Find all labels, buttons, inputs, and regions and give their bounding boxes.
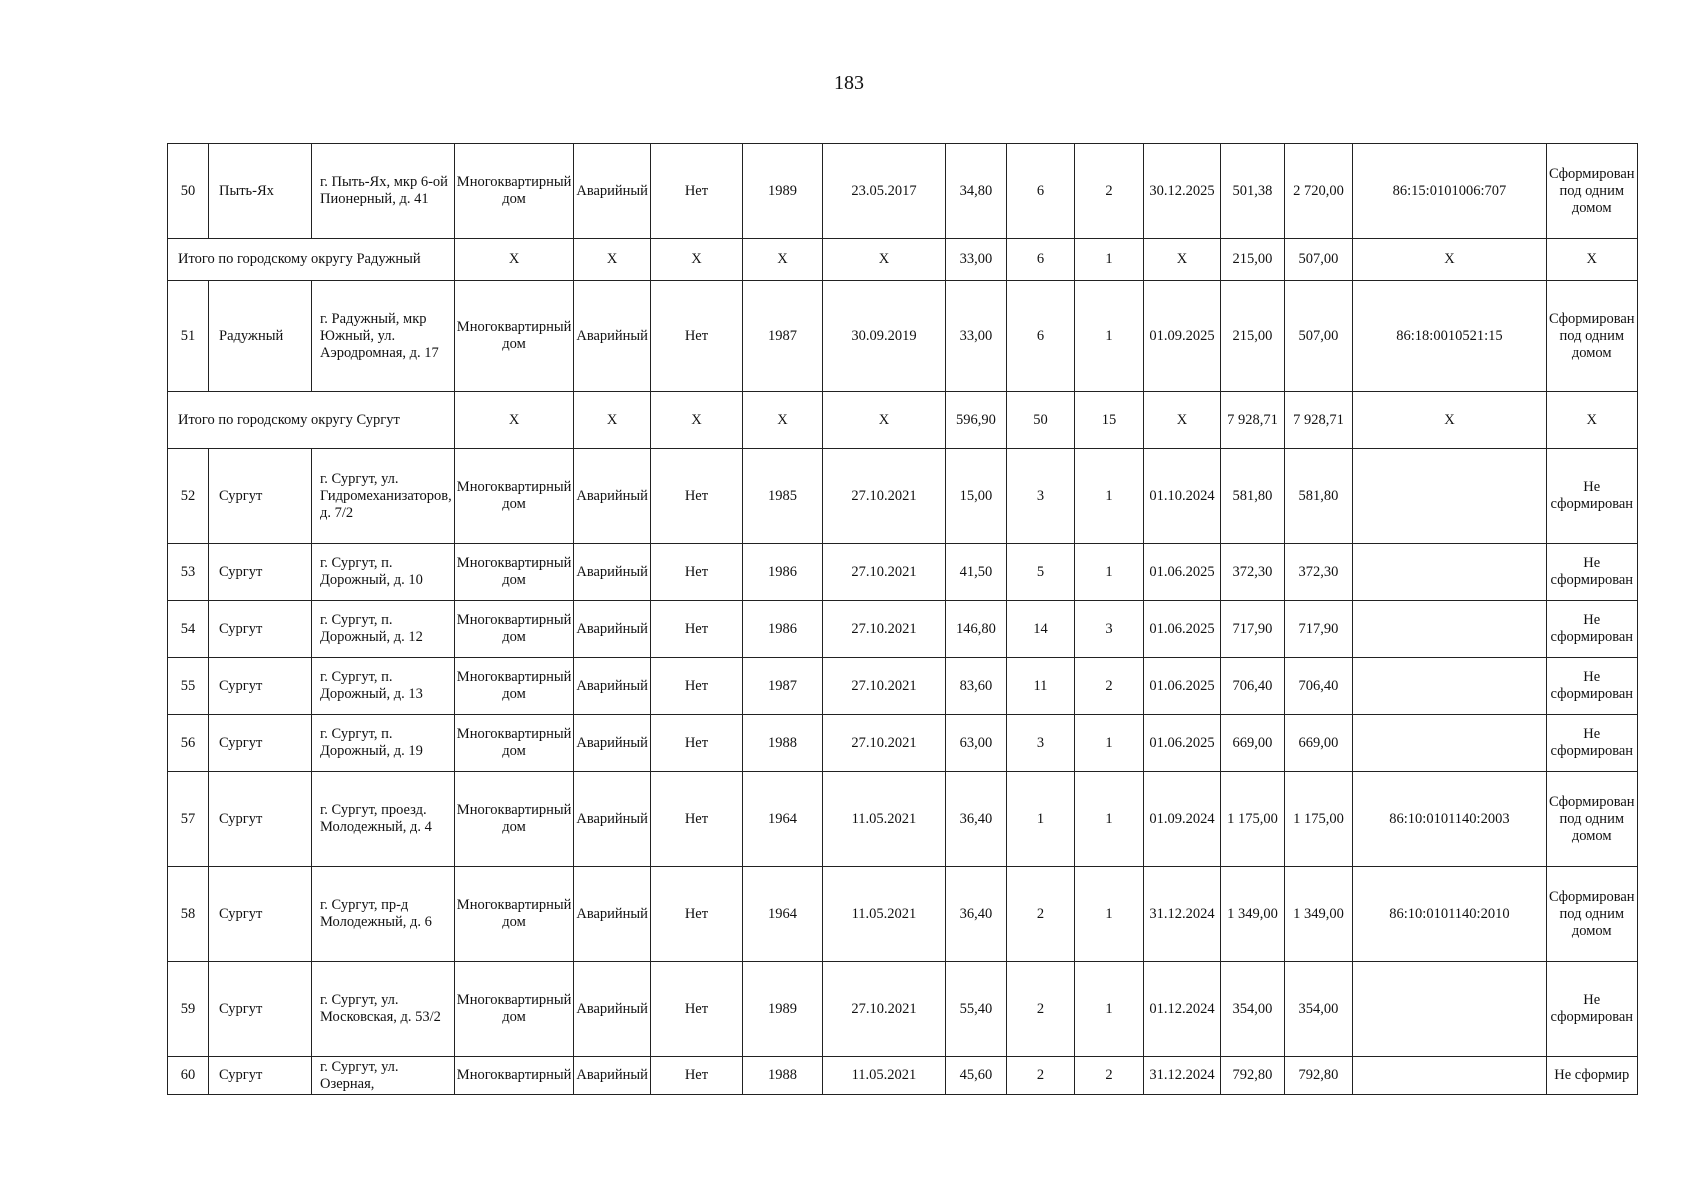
resettle-area: 507,00 [1284,239,1352,281]
total-area: 215,00 [1220,281,1284,392]
build-year: 1988 [742,1057,822,1095]
flag: Нет [650,544,742,601]
build-year: 1985 [742,449,822,544]
flag: Нет [650,601,742,658]
residents: 1 [1006,772,1074,867]
land-status: X [1546,392,1637,449]
cadastral-number [1352,601,1546,658]
row-number: 52 [168,449,209,544]
resettle-area: 1 175,00 [1284,772,1352,867]
total-area: 792,80 [1220,1057,1284,1095]
address: г. Сургут, п. Дорожный, д. 10 [312,544,455,601]
building-type: Многоквартирный дом [454,962,574,1057]
flag: Нет [650,658,742,715]
row-number: 51 [168,281,209,392]
flag: X [650,239,742,281]
decision-date: 11.05.2021 [822,867,945,962]
flag: Нет [650,867,742,962]
apartments: 2 [1074,1057,1143,1095]
total-area: 717,90 [1220,601,1284,658]
deadline: X [1143,392,1220,449]
municipality-name: Радужный [209,281,312,392]
decision-date: 11.05.2021 [822,1057,945,1095]
resettle-area: 669,00 [1284,715,1352,772]
land-status: X [1546,239,1637,281]
row-number: 54 [168,601,209,658]
area: 146,80 [945,601,1006,658]
resettle-area: 581,80 [1284,449,1352,544]
apartments: 2 [1074,658,1143,715]
cadastral-number: 86:10:0101140:2010 [1352,867,1546,962]
condition: Аварийный [574,144,651,239]
deadline: 01.09.2024 [1143,772,1220,867]
row-number: 59 [168,962,209,1057]
table-row [168,658,1638,715]
table-row [168,715,1638,772]
cadastral-number: X [1352,392,1546,449]
table-row [168,449,1638,544]
deadline: 01.12.2024 [1143,962,1220,1057]
building-type: Многоквартирный [454,1057,574,1095]
resettle-area: 792,80 [1284,1057,1352,1095]
apartments: 3 [1074,601,1143,658]
building-type: Многоквартирный дом [454,601,574,658]
build-year: 1986 [742,544,822,601]
build-year: 1989 [742,962,822,1057]
address: г. Сургут, ул. Гидромеханизаторов, д. 7/2 [312,449,455,544]
area: 41,50 [945,544,1006,601]
build-year: 1964 [742,867,822,962]
decision-date: 27.10.2021 [822,601,945,658]
area: 55,40 [945,962,1006,1057]
resettle-area: 2 720,00 [1284,144,1352,239]
decision-date: 27.10.2021 [822,658,945,715]
municipality-name: Сургут [209,601,312,658]
deadline: 01.06.2025 [1143,544,1220,601]
municipality-name: Сургут [209,962,312,1057]
address: г. Сургут, п. Дорожный, д. 12 [312,601,455,658]
deadline: 01.06.2025 [1143,658,1220,715]
cadastral-number [1352,962,1546,1057]
condition: Аварийный [574,715,651,772]
total-row [168,392,1638,449]
area: 15,00 [945,449,1006,544]
apartments: 1 [1074,772,1143,867]
decision-date: X [822,392,945,449]
address: г. Сургут, проезд. Молодежный, д. 4 [312,772,455,867]
decision-date: 27.10.2021 [822,449,945,544]
apartments: 1 [1074,239,1143,281]
cadastral-number: 86:10:0101140:2003 [1352,772,1546,867]
cadastral-number [1352,1057,1546,1095]
municipality-name: Пыть-Ях [209,144,312,239]
table-row [168,867,1638,962]
resettle-area: 706,40 [1284,658,1352,715]
decision-date: 11.05.2021 [822,772,945,867]
cadastral-number: 86:18:0010521:15 [1352,281,1546,392]
municipality-name: Сургут [209,715,312,772]
deadline: 01.06.2025 [1143,601,1220,658]
address: г. Сургут, пр-д Молодежный, д. 6 [312,867,455,962]
total-area: 7 928,71 [1220,392,1284,449]
build-year: 1988 [742,715,822,772]
resettle-area: 717,90 [1284,601,1352,658]
area: 83,60 [945,658,1006,715]
resettle-area: 372,30 [1284,544,1352,601]
total-area: 1 349,00 [1220,867,1284,962]
flag: Нет [650,144,742,239]
deadline: 01.06.2025 [1143,715,1220,772]
deadline: 01.09.2025 [1143,281,1220,392]
municipality-name: Сургут [209,449,312,544]
condition: Аварийный [574,658,651,715]
condition: X [574,392,651,449]
flag: Нет [650,449,742,544]
total-label: Итого по городскому округу Сургут [168,392,455,449]
table-row [168,281,1638,392]
flag: Нет [650,772,742,867]
municipality-name: Сургут [209,658,312,715]
building-type: Многоквартирный дом [454,449,574,544]
total-area: 215,00 [1220,239,1284,281]
table-row [168,772,1638,867]
total-area: 669,00 [1220,715,1284,772]
land-status: Не сформирован [1546,658,1637,715]
address: г. Радужный, мкр Южный, ул. Аэродромная, д. 17 [312,281,455,392]
decision-date: 27.10.2021 [822,962,945,1057]
building-type: Многоквартирный дом [454,658,574,715]
condition: Аварийный [574,544,651,601]
build-year: X [742,392,822,449]
residents: 2 [1006,962,1074,1057]
total-row [168,239,1638,281]
flag: Нет [650,281,742,392]
page-number: 183 [834,72,864,94]
decision-date: X [822,239,945,281]
land-status: Сформирован под одним домом [1546,772,1637,867]
address: г. Сургут, п. Дорожный, д. 19 [312,715,455,772]
municipality-name: Сургут [209,867,312,962]
apartments: 1 [1074,281,1143,392]
area: 36,40 [945,772,1006,867]
land-status: Не сформир [1546,1057,1637,1095]
address: г. Сургут, п. Дорожный, д. 13 [312,658,455,715]
residents: 5 [1006,544,1074,601]
row-number: 55 [168,658,209,715]
deadline: X [1143,239,1220,281]
land-status: Не сформирован [1546,449,1637,544]
apartments: 1 [1074,449,1143,544]
land-status: Не сформирован [1546,601,1637,658]
building-type: Многоквартирный дом [454,281,574,392]
build-year: 1987 [742,658,822,715]
build-year: 1986 [742,601,822,658]
decision-date: 30.09.2019 [822,281,945,392]
residents: 14 [1006,601,1074,658]
apartments: 1 [1074,715,1143,772]
total-area: 1 175,00 [1220,772,1284,867]
municipality-name: Сургут [209,544,312,601]
apartments: 1 [1074,544,1143,601]
total-label: Итого по городскому округу Радужный [168,239,455,281]
resettle-area: 1 349,00 [1284,867,1352,962]
condition: Аварийный [574,449,651,544]
apartments: 1 [1074,962,1143,1057]
area: 34,80 [945,144,1006,239]
land-status: Не сформирован [1546,715,1637,772]
deadline: 30.12.2025 [1143,144,1220,239]
total-area: 581,80 [1220,449,1284,544]
cadastral-number [1352,658,1546,715]
resettle-area: 507,00 [1284,281,1352,392]
area: 36,40 [945,867,1006,962]
decision-date: 27.10.2021 [822,715,945,772]
building-type: X [454,239,574,281]
building-type: Многоквартирный дом [454,544,574,601]
housing-table [167,143,1638,1095]
cadastral-number: X [1352,239,1546,281]
land-status: Сформирован под одним домом [1546,144,1637,239]
row-number: 53 [168,544,209,601]
row-number: 60 [168,1057,209,1095]
building-type: Многоквартирный дом [454,144,574,239]
residents: 3 [1006,449,1074,544]
decision-date: 23.05.2017 [822,144,945,239]
address: г. Пыть-Ях, мкр 6-ой Пионерный, д. 41 [312,144,455,239]
resettle-area: 354,00 [1284,962,1352,1057]
land-status: Сформирован под одним домом [1546,867,1637,962]
row-number: 57 [168,772,209,867]
build-year: 1987 [742,281,822,392]
total-area: 372,30 [1220,544,1284,601]
table-row [168,962,1638,1057]
area: 33,00 [945,239,1006,281]
total-area: 706,40 [1220,658,1284,715]
land-status: Не сформирован [1546,962,1637,1057]
apartments: 15 [1074,392,1143,449]
condition: Аварийный [574,1057,651,1095]
cadastral-number [1352,544,1546,601]
residents: 6 [1006,144,1074,239]
area: 596,90 [945,392,1006,449]
address: г. Сургут, ул. Московская, д. 53/2 [312,962,455,1057]
area: 63,00 [945,715,1006,772]
condition: Аварийный [574,772,651,867]
row-number: 56 [168,715,209,772]
municipality-name: Сургут [209,1057,312,1095]
apartments: 1 [1074,867,1143,962]
residents: 11 [1006,658,1074,715]
build-year: 1989 [742,144,822,239]
flag: Нет [650,962,742,1057]
land-status: Не сформирован [1546,544,1637,601]
residents: 3 [1006,715,1074,772]
address: г. Сургут, ул. Озерная, [312,1057,455,1095]
row-number: 58 [168,867,209,962]
deadline: 01.10.2024 [1143,449,1220,544]
flag: X [650,392,742,449]
residents: 2 [1006,867,1074,962]
municipality-name: Сургут [209,772,312,867]
condition: Аварийный [574,281,651,392]
apartments: 2 [1074,144,1143,239]
deadline: 31.12.2024 [1143,1057,1220,1095]
building-type: Многоквартирный дом [454,867,574,962]
building-type: X [454,392,574,449]
total-area: 501,38 [1220,144,1284,239]
cadastral-number [1352,715,1546,772]
condition: Аварийный [574,962,651,1057]
cadastral-number: 86:15:0101006:707 [1352,144,1546,239]
area: 33,00 [945,281,1006,392]
flag: Нет [650,1057,742,1095]
residents: 50 [1006,392,1074,449]
table-row [168,601,1638,658]
cadastral-number [1352,449,1546,544]
residents: 6 [1006,239,1074,281]
deadline: 31.12.2024 [1143,867,1220,962]
building-type: Многоквартирный дом [454,772,574,867]
table-row [168,544,1638,601]
residents: 2 [1006,1057,1074,1095]
area: 45,60 [945,1057,1006,1095]
flag: Нет [650,715,742,772]
land-status: Сформирован под одним домом [1546,281,1637,392]
condition: X [574,239,651,281]
build-year: X [742,239,822,281]
table-row [168,144,1638,239]
table-row [168,1057,1638,1095]
residents: 6 [1006,281,1074,392]
row-number: 50 [168,144,209,239]
condition: Аварийный [574,601,651,658]
build-year: 1964 [742,772,822,867]
decision-date: 27.10.2021 [822,544,945,601]
building-type: Многоквартирный дом [454,715,574,772]
condition: Аварийный [574,867,651,962]
total-area: 354,00 [1220,962,1284,1057]
resettle-area: 7 928,71 [1284,392,1352,449]
